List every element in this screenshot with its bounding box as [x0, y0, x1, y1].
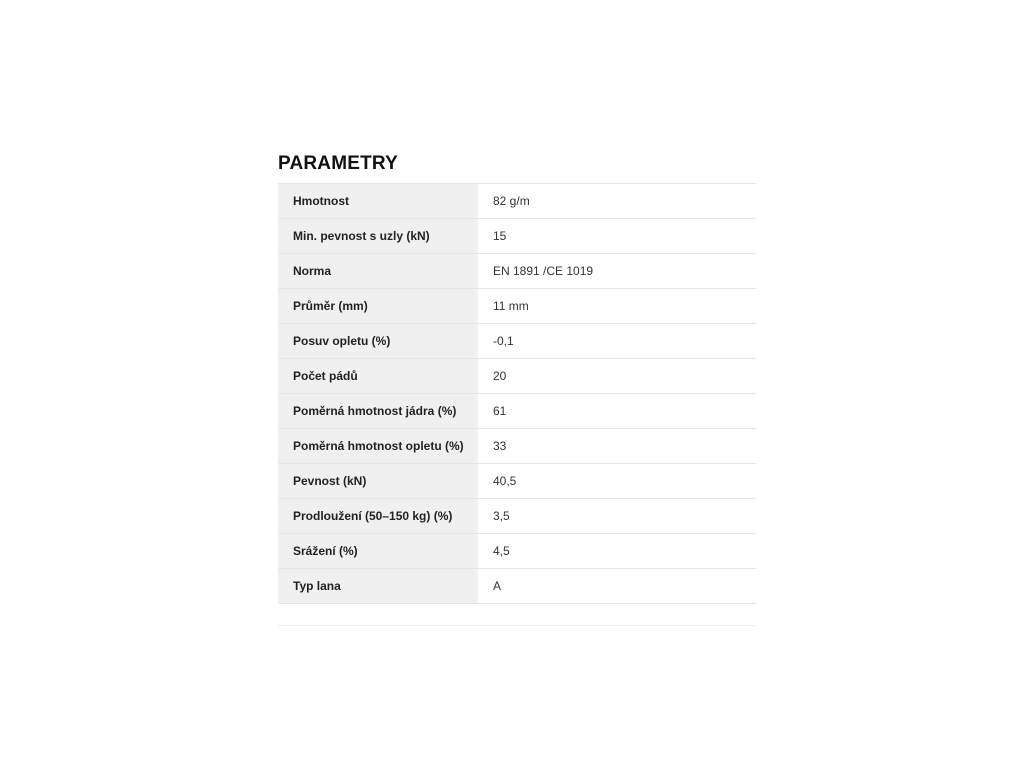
param-value: 4,5	[478, 534, 756, 569]
parameters-section	[278, 152, 756, 604]
table-row	[278, 289, 756, 324]
table-row	[278, 254, 756, 289]
param-value: 3,5	[478, 499, 756, 534]
param-value: 82 g/m	[478, 184, 756, 219]
param-label: Min. pevnost s uzly (kN)	[278, 219, 478, 254]
parameters-table	[278, 183, 756, 604]
param-value: 40,5	[478, 464, 756, 499]
param-label: Poměrná hmotnost jádra (%)	[278, 394, 478, 429]
param-value: 61	[478, 394, 756, 429]
table-row	[278, 359, 756, 394]
table-row	[278, 394, 756, 429]
param-label: Poměrná hmotnost opletu (%)	[278, 429, 478, 464]
param-value: 20	[478, 359, 756, 394]
table-row	[278, 184, 756, 219]
param-value: A	[478, 569, 756, 604]
table-row	[278, 429, 756, 464]
table-row	[278, 569, 756, 604]
param-label: Typ lana	[278, 569, 478, 604]
param-value: 11 mm	[478, 289, 756, 324]
param-label: Prodloužení (50–150 kg) (%)	[278, 499, 478, 534]
param-label: Průměr (mm)	[278, 289, 478, 324]
param-label: Pevnost (kN)	[278, 464, 478, 499]
table-row	[278, 219, 756, 254]
table-row	[278, 324, 756, 359]
section-title: PARAMETRY	[278, 153, 399, 174]
param-label: Srážení (%)	[278, 534, 478, 569]
section-divider	[278, 625, 756, 626]
param-label: Počet pádů	[278, 359, 478, 394]
param-value: 15	[478, 219, 756, 254]
param-value: EN 1891 /CE 1019	[478, 254, 756, 289]
param-value: -0,1	[478, 324, 756, 359]
param-value: 33	[478, 429, 756, 464]
table-row	[278, 464, 756, 499]
param-label: Hmotnost	[278, 184, 478, 219]
param-label: Posuv opletu (%)	[278, 324, 478, 359]
table-row	[278, 499, 756, 534]
table-row	[278, 534, 756, 569]
param-label: Norma	[278, 254, 478, 289]
